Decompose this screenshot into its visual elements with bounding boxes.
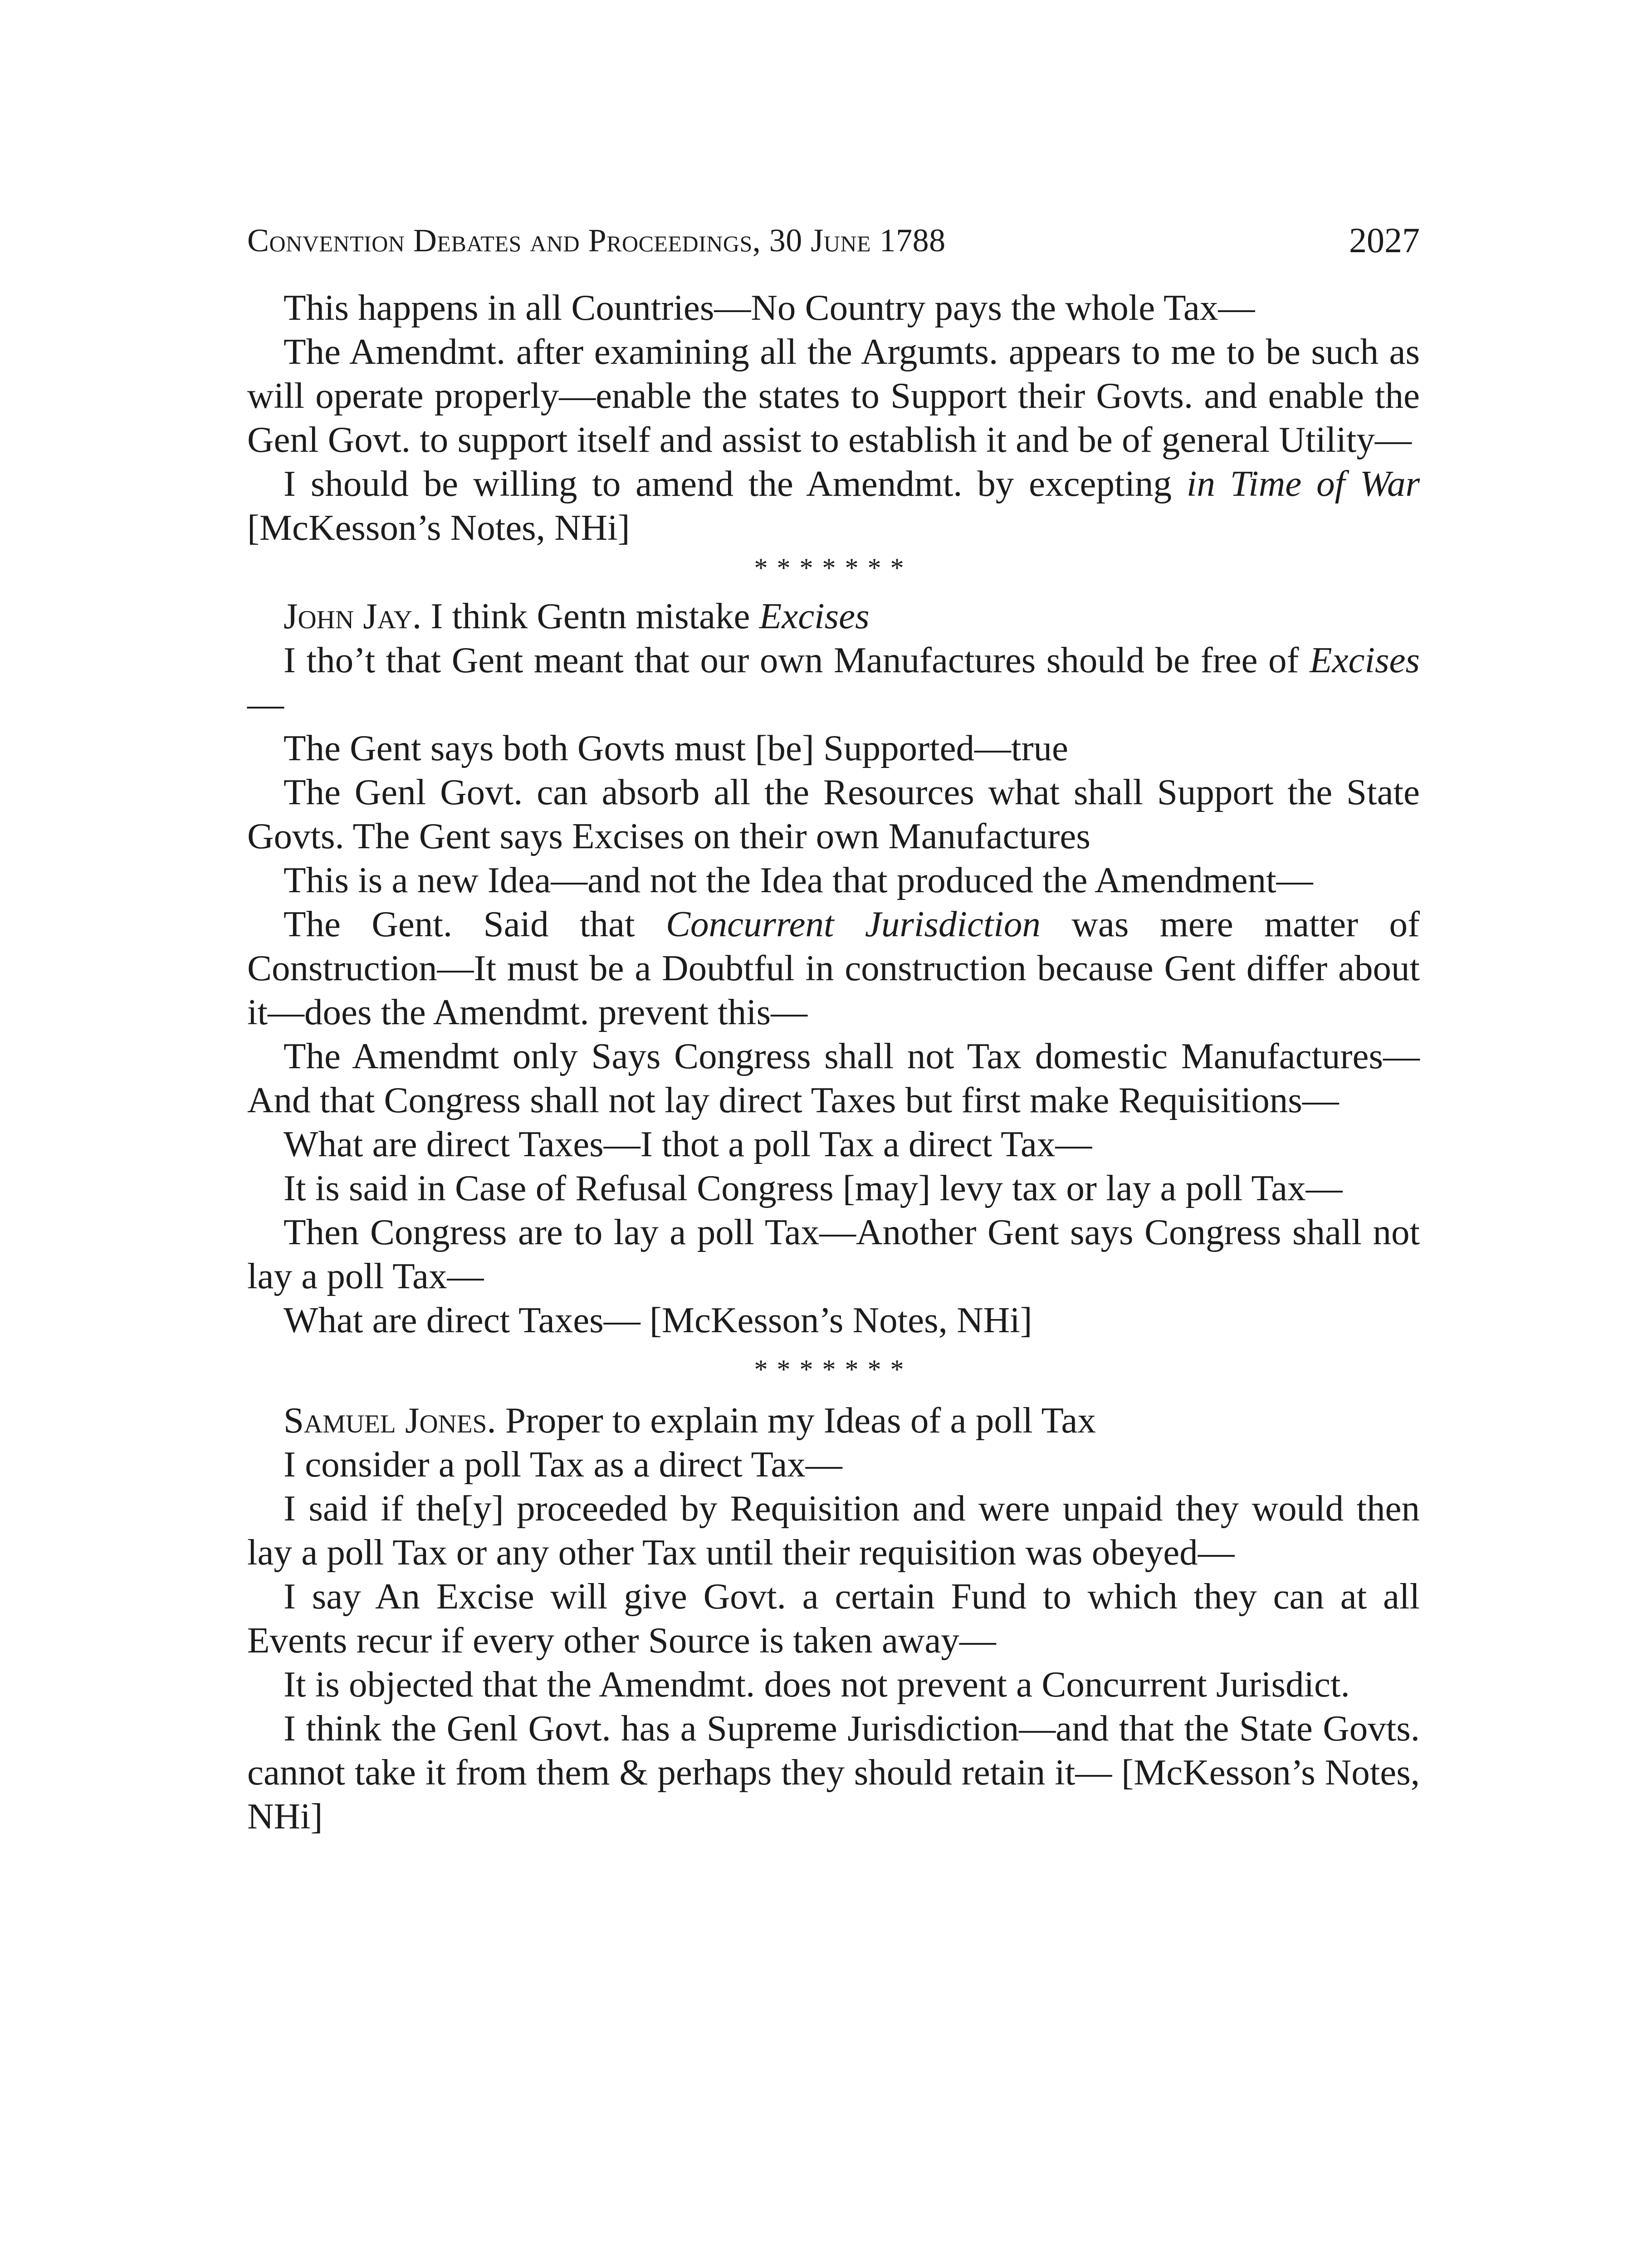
paragraph: The Amendmt only Says Congress shall not Tax domestic Manufactures—And that Congress shall not lay direct Taxes but first make Requisitions— <box>247 1036 1420 1120</box>
page-header <box>247 213 1420 268</box>
paragraph: What are direct Taxes—I thot a poll Tax a direct Tax— <box>284 1124 1092 1164</box>
paragraph: I think the Genl Govt. has a Supreme Jurisdiction—and that the State Govts. cannot take it from them & perhaps they should retain it— [McKesson’s Notes, NHi] <box>247 1708 1420 1837</box>
paragraph: It is said in Case of Refusal Congress [may] levy tax or lay a poll Tax— <box>284 1168 1343 1208</box>
paragraph: I tho’t that Gent meant that our own Manufactures should be free of Excises— <box>247 640 1420 724</box>
speaker-name: Samuel Jones <box>284 1400 487 1441</box>
running-head: Convention Debates and Proceedings, 30 June 1788 <box>247 222 946 259</box>
section-separator: ******* <box>754 1354 913 1384</box>
section-separator: ******* <box>754 553 913 583</box>
paragraph: I consider a poll Tax as a direct Tax— <box>284 1444 842 1485</box>
speaker-name: John Jay <box>284 596 412 636</box>
paragraph: It is objected that the Amendmt. does not prevent a Concurrent Jurisdict. <box>284 1664 1350 1705</box>
page-number: 2027 <box>1349 220 1420 260</box>
paragraph: Samuel Jones. Proper to explain my Ideas of a poll Tax <box>284 1400 1096 1441</box>
paragraph: The Amendmt. after examining all the Argumts. appears to me to be such as will operate properly—enable the states to Support their Govts. and enable the Genl Govt. to support itself and assist to establish it and be of general Utility— <box>247 331 1420 460</box>
paragraph: I say An Excise will give Govt. a certain Fund to which they can at all Events recur if every other Source is taken away— <box>247 1576 1420 1661</box>
paragraph: I said if the[y] proceeded by Requisition and were unpaid they would then lay a poll Tax or any other Tax until their requisition was obeyed— <box>247 1488 1420 1573</box>
paragraph: John Jay. I think Gentn mistake Excises <box>284 596 870 636</box>
document-page <box>247 213 1420 1838</box>
paragraph: The Genl Govt. can absorb all the Resources what shall Support the State Govts. The Gent says Excises on their own Manufactures <box>247 772 1420 856</box>
body-text <box>247 286 1420 1838</box>
paragraph: I should be willing to amend the Amendmt. by excepting in Time of War [McKesson’s Notes, NHi] <box>247 463 1420 548</box>
paragraph: This is a new Idea—and not the Idea that produced the Amendment— <box>284 860 1313 900</box>
paragraph: Then Congress are to lay a poll Tax—Another Gent says Congress shall not lay a poll Tax— <box>247 1212 1420 1296</box>
paragraph: The Gent says both Govts must [be] Supported—true <box>284 728 1068 768</box>
paragraph: The Gent. Said that Concurrent Jurisdiction was mere matter of Construction—It must be a Doubtful in construction because Gent differ about it—does the Amendmt. prevent this— <box>247 904 1420 1032</box>
paragraph: This happens in all Countries—No Country pays the whole Tax— <box>284 287 1255 328</box>
paragraph: What are direct Taxes— [McKesson’s Notes, NHi] <box>284 1300 1032 1340</box>
